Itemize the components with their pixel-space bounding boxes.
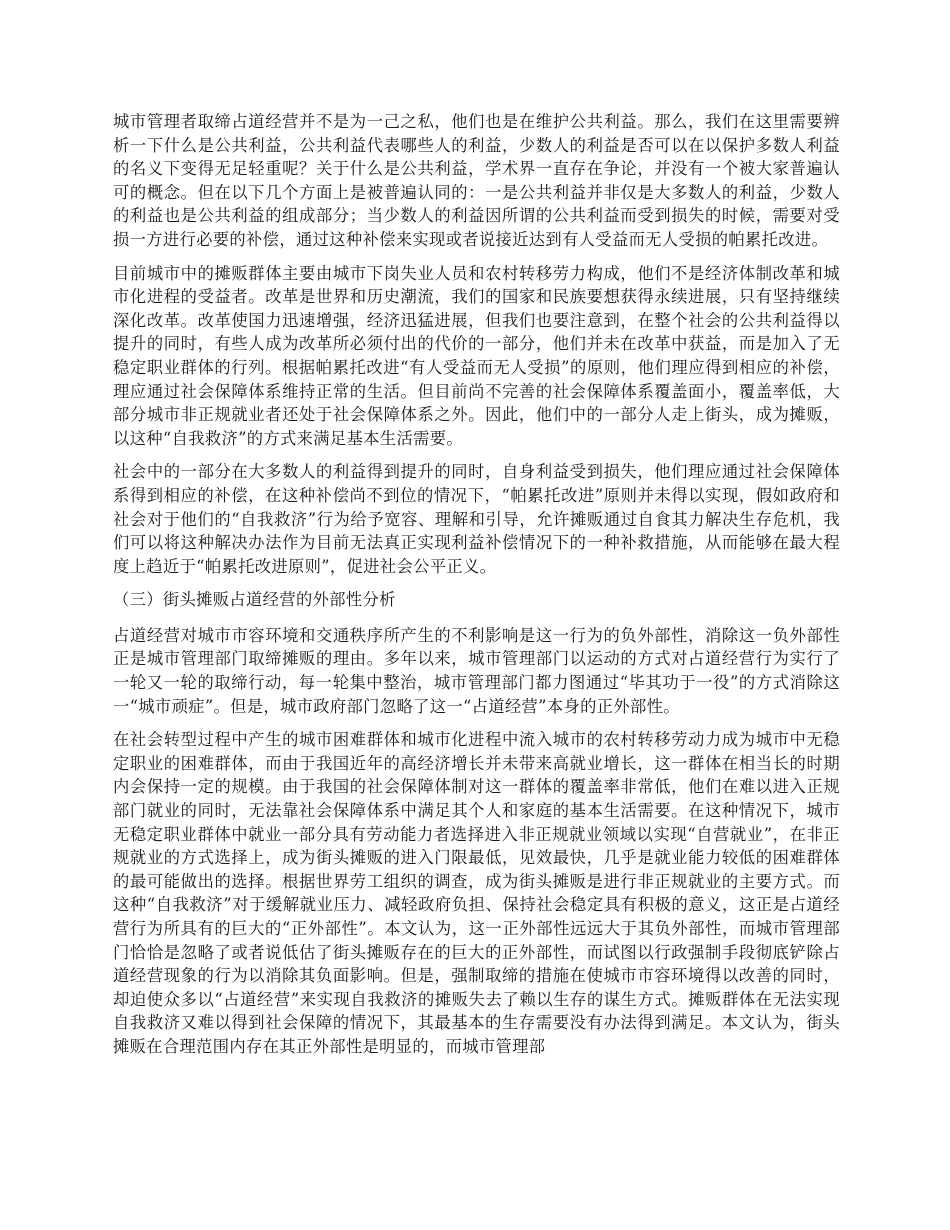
paragraph-vendor-group: 目前城市中的摊贩群体主要由城市下岗失业人员和农村转移劳力构成，他们不是经济体制改革和城市化进程的受益者。改革是世界和历史潮流，我们的国家和民族要想获得永续进展，只有坚持继续深化改革。改革使国力迅速增强，经济迅猛进展，但我们也要注意到，在整个社会的公共利益得以提升的同时，有些人成为改革所必须付出的代价的一部分，他们并未在改革中获益，而是加入了无稳定职业群体的行列。根据帕累托改进“有人受益而无人受损”的原则，他们理应得到相应的补偿，理应通过社会保障体系维持正常的生活。但目前尚不完善的社会保障体系覆盖面小，覆盖率低，大部分城市非正规就业者还处于社会保障体系之外。因此，他们中的一部分人走上街头，成为摊贩，以这种“自我救济”的方式来满足基本生活需要。 bbox=[113, 263, 840, 448]
paragraph-pareto-compensation: 社会中的一部分在大多数人的利益得到提升的同时，自身利益受到损失，他们理应通过社会保障体系得到相应的补偿，在这种补偿尚不到位的情况下，“帕累托改进”原则并未得以实现，假如政府和社会对于他们的“自我救济”行为给予宽容、理解和引导，允许摊贩通过自食其力解决生存危机，我们可以将这种解决办法作为目前无法真正实现利益补偿情况下的一种补救措施，从而能够在最大程度上趋近于“帕累托改进原则”，促进社会公平正义。 bbox=[113, 462, 840, 576]
section-heading: （三）街头摊贩占道经营的外部性分析 bbox=[113, 590, 396, 610]
paragraph-negative-externality: 占道经营对城市市容环境和交通秩序所产生的不利影响是这一行为的负外部性，消除这一负外部性正是城市管理部门取缔摊贩的理由。多年以来，城市管理部门以运动的方式对占道经营行为实行了一轮又一轮的取缔行动，每一轮集中整治，城市管理部门都力图通过“毕其功于一役”的方式消除这一“城市顽症”。但是，城市政府部门忽略了这一“占道经营”本身的正外部性。 bbox=[113, 625, 840, 716]
paragraph-positive-externality: 在社会转型过程中产生的城市困难群体和城市化进程中流入城市的农村转移劳动力成为城市中无稳定职业的困难群体，而由于我国近年的高经济增长并未带来高就业增长，这一群体在相当长的时期内会保持一定的规模。由于我国的社会保障体制对这一群体的覆盖率非常低，他们在难以进入正规部门就业的同时，无法靠社会保障体系中满足其个人和家庭的基本生活需要。在这种情况下，城市无稳定职业群体中就业一部分具有劳动能力者选择进入非正规就业领域以实现“自营就业”，在非正规就业的方式选择上，成为街头摊贩的进入门限最低，见效最快，几乎是就业能力较低的困难群体的最可能做出的选择。根据世界劳工组织的调查，成为街头摊贩是进行非正规就业的主要方式。而这种“自我救济”对于缓解就业压力、减轻政府负担、保持社会稳定具有积极的意义，这正是占道经营行为所具有的巨大的“正外部性”。本文认为，这一正外部性远远大于其负外部性，而城市管理部门恰恰是忽略了或者说低估了街头摊贩存在的巨大的正外部性，而试图以行政强制手段彻底铲除占道经营现象的行为以消除其负面影响。但是，强制取缔的措施在使城市市容环境得以改善的同时，却迫使众多以“占道经营”来实现自我救济的摊贩失去了赖以生存的谋生方式。摊贩群体在无法实现自我救济又难以得到社会保障的情况下，其最基本的生存需要没有办法得到满足。本文认为，街头摊贩在合理范围内存在其正外部性是明显的，而城市管理部 bbox=[113, 730, 840, 1056]
paragraph-public-interest: 城市管理者取缔占道经营并不是为一己之私，他们也是在维护公共利益。那么，我们在这里需要辨析一下什么是公共利益，公共利益代表哪些人的利益，少数人的利益是否可以在以保护多数人利益的名义下变得无足轻重呢？关于什么是公共利益，学术界一直存在争论，并没有一个被大家普遍认可的概念。但在以下几个方面上是被普遍认同的：一是公共利益并非仅是大多数人的利益，少数人的利益也是公共利益的组成部分；当少数人的利益因所谓的公共利益而受到损失的时候，需要对受损一方进行必要的补偿，通过这种补偿来实现或者说接近达到有人受益而无人受损的帕累托改进。 bbox=[113, 112, 840, 249]
document-body bbox=[113, 110, 840, 1069]
